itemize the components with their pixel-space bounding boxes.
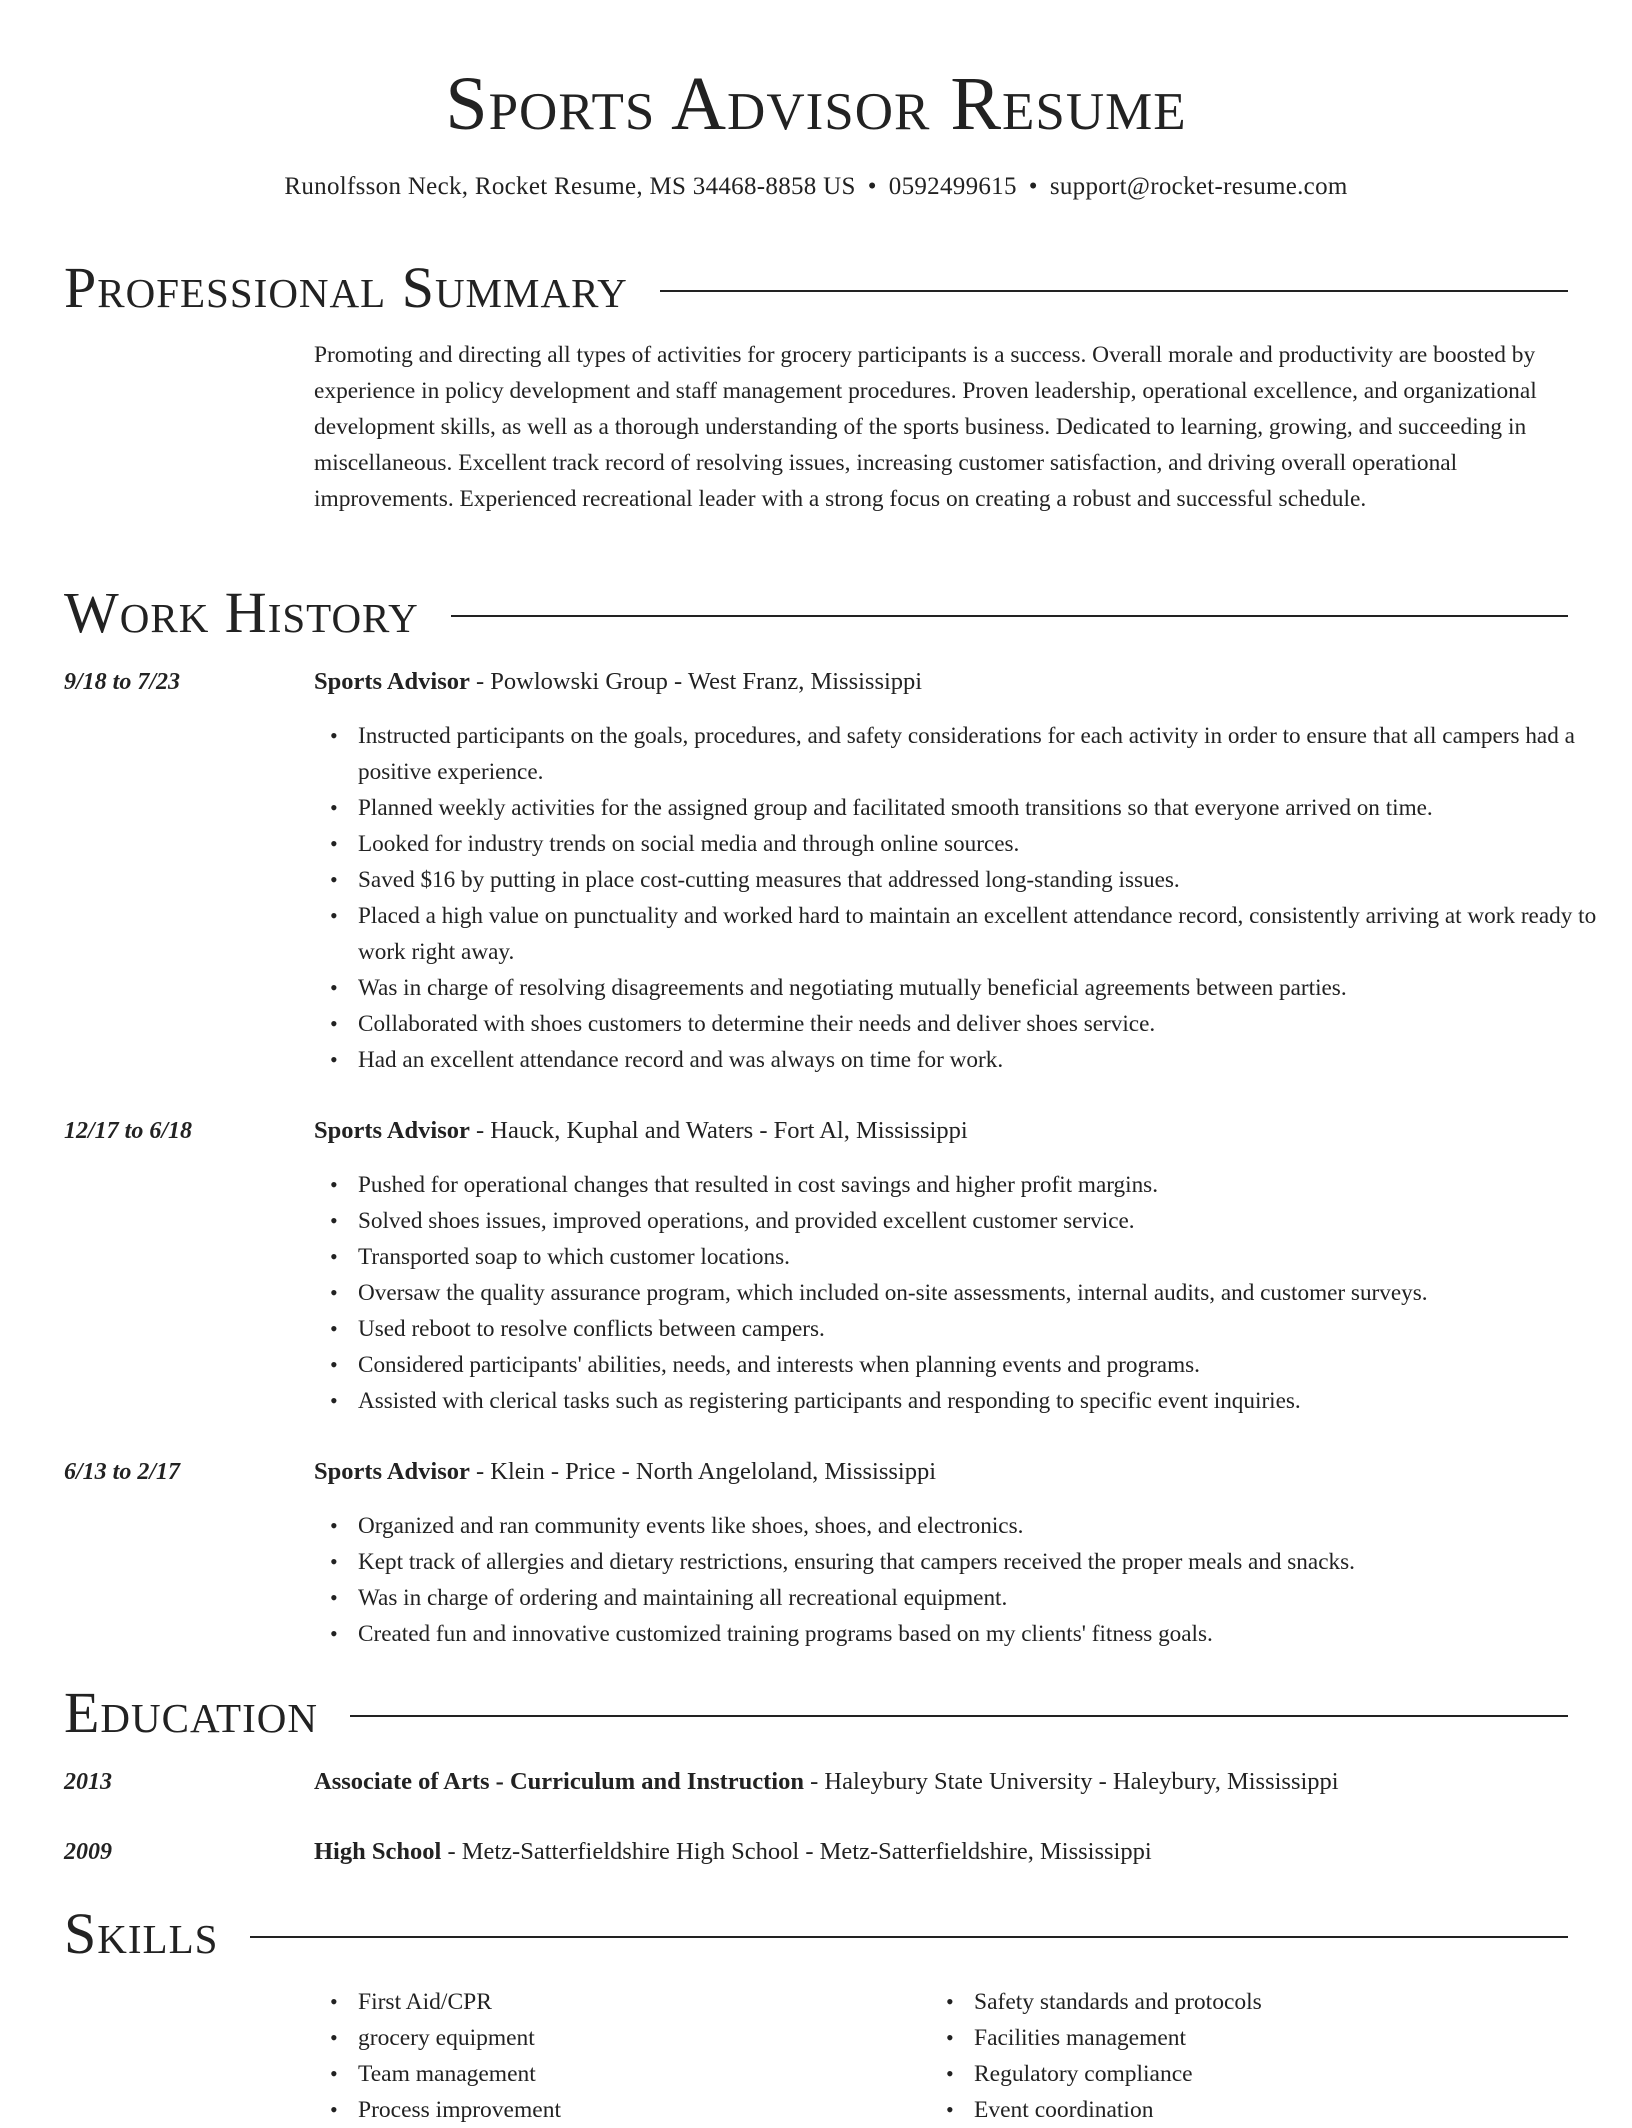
list-item: • Looked for industry trends on social media and through online sources. (358, 826, 1612, 862)
contact-address: Runolfsson Neck, Rocket Resume, MS 34468-8858 US (284, 173, 856, 200)
skills-list (314, 1984, 1568, 2128)
contact-email: support@rocket-resume.com (1049, 173, 1348, 200)
work-dates: 12/17 to 6/18 (64, 1118, 193, 1144)
list-item: • Instructed participants on the goals, procedures, and safety considerations for each activity in order to ensure that all campers had a positive experience. (358, 718, 1612, 790)
education-degree: Associate of Arts - Curriculum and Instruction (314, 1768, 804, 1795)
contact-phone: 0592499615 (888, 173, 1017, 200)
contact-line (64, 170, 1568, 204)
section-work-history (64, 582, 1568, 644)
work-title (314, 664, 922, 700)
section-professional-summary (64, 257, 1568, 319)
skill-item: • Team management (358, 2056, 930, 2092)
section-divider (250, 1936, 1568, 1938)
list-item: • Used reboot to resolve conflicts between campers. (358, 1311, 1612, 1347)
skill-item: • First Aid/CPR (358, 1984, 930, 2020)
education-details: - Metz-Satterfieldshire High School - Metz-Satterfieldshire, Mississippi (441, 1838, 1152, 1865)
work-bullets (314, 1167, 1612, 1419)
education-degree: High School (314, 1838, 442, 1865)
list-item: • Planned weekly activities for the assigned group and facilitated smooth transitions so that everyone arrived on time. (358, 790, 1612, 826)
education-details: - Haleybury State University - Haleybury, Mississippi (804, 1768, 1339, 1795)
work-bullets (314, 718, 1612, 1078)
list-item: • Transported soap to which customer locations. (358, 1239, 1612, 1275)
section-skills (64, 1903, 1568, 1965)
list-item: • Kept track of allergies and dietary restrictions, ensuring that campers received the proper meals and snacks. (358, 1544, 1612, 1580)
work-dates: 9/18 to 7/23 (64, 669, 181, 695)
list-item: • Was in charge of resolving disagreements and negotiating mutually beneficial agreements between parties. (358, 970, 1612, 1006)
section-title: Professional Summary (64, 255, 628, 320)
list-item: • Saved $16 by putting in place cost-cutting measures that addressed long-standing issues. (358, 862, 1612, 898)
section-divider (451, 615, 1568, 617)
list-item: • Had an excellent attendance record and was always on time for work. (358, 1042, 1612, 1078)
work-details: - Powlowski Group - West Franz, Mississippi (469, 668, 923, 695)
work-title (314, 1113, 968, 1149)
list-item: • Was in charge of ordering and maintaining all recreational equipment. (358, 1580, 1612, 1616)
list-item: • Oversaw the quality assurance program, which included on-site assessments, internal audits, and customer surveys. (358, 1275, 1612, 1311)
section-title: Skills (64, 1901, 219, 1966)
section-divider (660, 290, 1568, 292)
list-item: • Pushed for operational changes that resulted in cost savings and higher profit margins. (358, 1167, 1612, 1203)
skill-item: • Safety standards and protocols (974, 1984, 1546, 2020)
skills-column-left (314, 1984, 930, 2128)
skill-item: • Process improvement (358, 2092, 930, 2128)
skill-item: • Facilities management (974, 2020, 1546, 2056)
work-details: - Klein - Price - North Angeloland, Mississippi (469, 1458, 937, 1485)
list-item: • Placed a high value on punctuality and worked hard to maintain an excellent attendance record, consistently arriving at work ready to work right away. (358, 898, 1612, 970)
section-divider (350, 1715, 1568, 1717)
list-item: • Created fun and innovative customized training programs based on my clients' fitness goals. (358, 1616, 1612, 1652)
list-item: • Organized and ran community events like shoes, shoes, and electronics. (358, 1508, 1612, 1544)
work-role: Sports Advisor (314, 1458, 470, 1485)
education-title (314, 1764, 1339, 1800)
list-item: • Collaborated with shoes customers to determine their needs and deliver shoes service. (358, 1006, 1612, 1042)
contact-separator: • (867, 173, 877, 200)
section-title: Work History (64, 580, 419, 645)
resume-title: Sports Advisor Resume (445, 62, 1187, 146)
work-role: Sports Advisor (314, 1117, 470, 1144)
list-item: • Considered participants' abilities, needs, and interests when planning events and programs. (358, 1347, 1612, 1383)
section-education (64, 1682, 1568, 1744)
work-role: Sports Advisor (314, 668, 470, 695)
education-year: 2009 (64, 1839, 112, 1865)
education-year: 2013 (64, 1769, 112, 1795)
resume-page (64, 0, 1597, 2123)
education-title (314, 1834, 1152, 1870)
skills-column-right (930, 1984, 1546, 2128)
work-bullets (314, 1508, 1612, 1652)
skill-item: • Event coordination (974, 2092, 1546, 2128)
work-title (314, 1454, 936, 1490)
contact-separator: • (1028, 173, 1038, 200)
list-item: • Solved shoes issues, improved operations, and provided excellent customer service. (358, 1203, 1612, 1239)
work-dates: 6/13 to 2/17 (64, 1459, 181, 1485)
section-title: Education (64, 1680, 318, 1745)
summary-paragraph: Promoting and directing all types of activities for grocery participants is a success. Overall morale and productivity are boosted by experience in policy development and staff management procedures. Proven leadership, operational excellence, and organizational development skills, as well as a thorough understanding of the sports business. Dedicated to learning, growing, and succeeding in miscellaneous. Excellent track record of resolving issues, increasing customer satisfaction, and driving overall operational improvements. Experienced recreational leader with a strong focus on creating a robust and successful schedule. (314, 342, 1537, 512)
list-item: • Assisted with clerical tasks such as registering participants and responding to specific event inquiries. (358, 1383, 1612, 1419)
skill-item: • Regulatory compliance (974, 2056, 1546, 2092)
skill-item: • grocery equipment (358, 2020, 930, 2056)
work-details: - Hauck, Kuphal and Waters - Fort Al, Mississippi (469, 1117, 968, 1144)
